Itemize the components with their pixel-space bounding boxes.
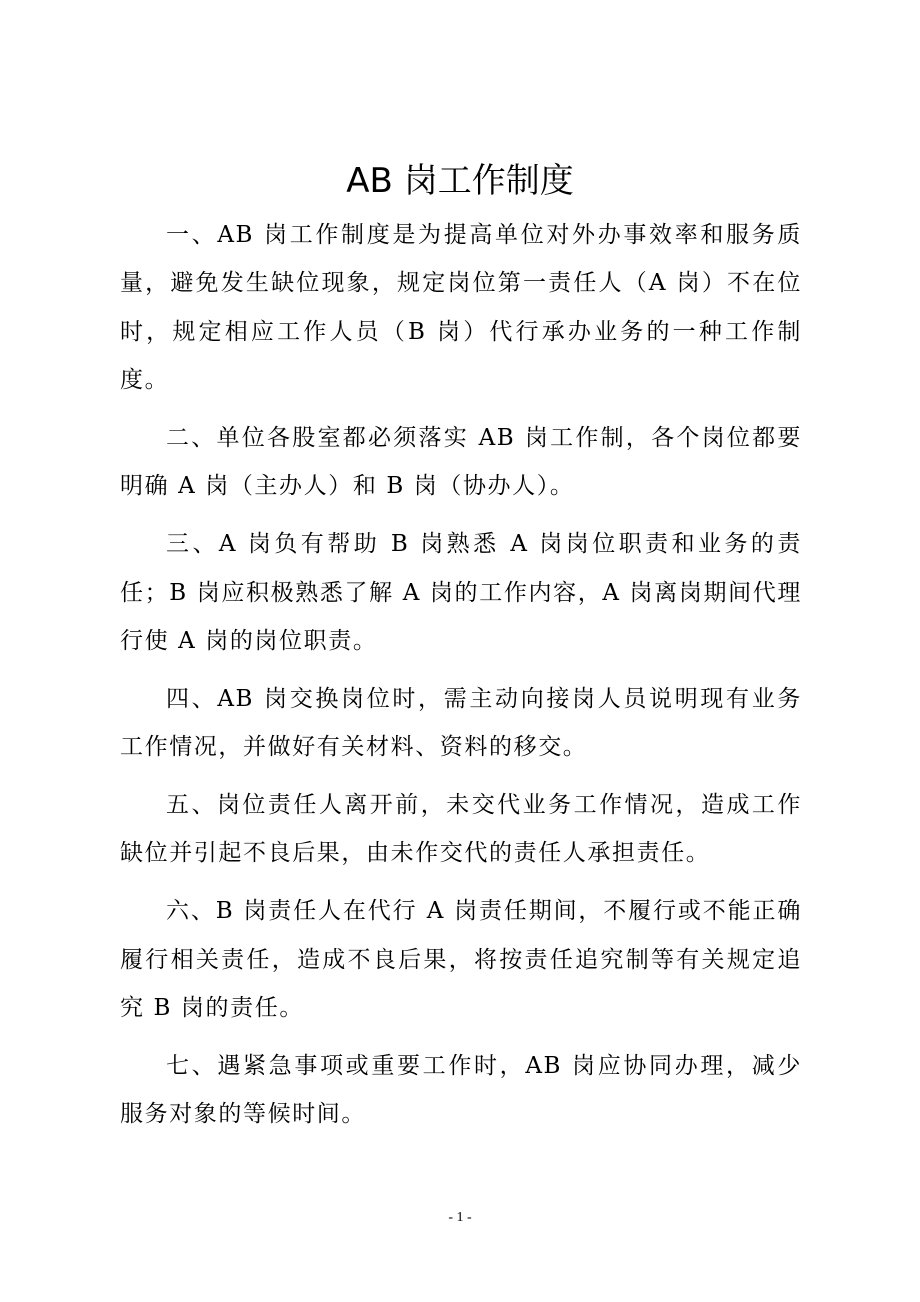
document-body — [120, 211, 802, 1148]
paragraph-5: 五、岗位责任人离开前，未交代业务工作情况，造成工作缺位并引起不良后果，由未作交代的责任人承担责任。 — [120, 792, 802, 867]
paragraph-2: 二、单位各股室都必须落实 AB 岗工作制，各个岗位都要明确 A 岗（主办人）和 B 岗（协办人）。 — [120, 425, 802, 500]
page-number: - 1 - — [448, 1210, 472, 1225]
paragraph-6: 六、B 岗责任人在代行 A 岗责任期间，不履行或不能正确履行相关责任，造成不良后果，将按责任追究制等有关规定追究 B 岗的责任。 — [120, 898, 802, 1022]
paragraph-3: 三、A 岗负有帮助 B 岗熟悉 A 岗岗位职责和业务的责任；B 岗应积极熟悉了解 A 岗的工作内容，A 岗离岗期间代理行使 A 岗的岗位职责。 — [120, 531, 802, 655]
document-title: AB 岗工作制度 — [346, 161, 574, 201]
paragraph-1: 一、AB 岗工作制度是为提高单位对外办事效率和服务质量，避免发生缺位现象，规定岗位第一责任人（A 岗）不在位时，规定相应工作人员（B 岗）代行承办业务的一种工作制度。 — [120, 222, 802, 394]
paragraph-4: 四、AB 岗交换岗位时，需主动向接岗人员说明现有业务工作情况，并做好有关材料、资料的移交。 — [120, 685, 802, 761]
paragraph-7: 七、遇紧急事项或重要工作时，AB 岗应协同办理，减少服务对象的等候时间。 — [120, 1052, 802, 1128]
